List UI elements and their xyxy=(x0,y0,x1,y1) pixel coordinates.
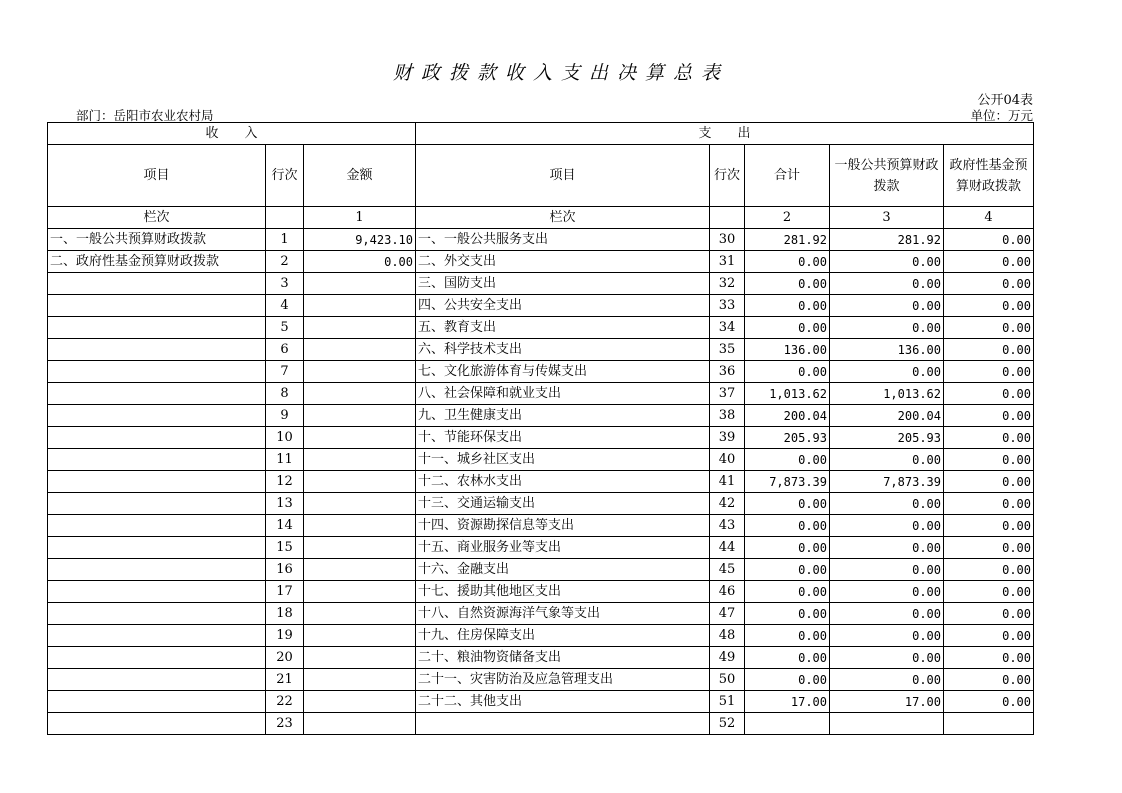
income-row-no-cell: 1 xyxy=(266,229,304,251)
general-budget-cell: 0.00 xyxy=(830,537,944,559)
table-row xyxy=(48,383,1034,405)
gov-fund-cell: 0.00 xyxy=(944,273,1034,295)
gov-fund-cell: 0.00 xyxy=(944,625,1034,647)
expense-total-cell: 0.00 xyxy=(745,647,830,669)
general-budget-cell: 0.00 xyxy=(830,669,944,691)
table-row xyxy=(48,559,1034,581)
expense-total-cell: 0.00 xyxy=(745,581,830,603)
general-budget-cell: 0.00 xyxy=(830,295,944,317)
income-item-cell: 二、政府性基金预算财政拨款 xyxy=(48,251,266,273)
income-item-cell xyxy=(48,603,266,625)
income-row-no-cell: 14 xyxy=(266,515,304,537)
table-row xyxy=(48,713,1034,735)
gov-fund-cell: 0.00 xyxy=(944,229,1034,251)
table-row xyxy=(48,603,1034,625)
column-index-row xyxy=(48,207,1034,229)
income-amount-cell xyxy=(304,339,416,361)
gov-fund-cell: 0.00 xyxy=(944,383,1034,405)
gov-fund-header: 政府性基金预算财政拨款 xyxy=(944,145,1034,207)
income-amount-cell xyxy=(304,581,416,603)
income-row-no-cell: 20 xyxy=(266,647,304,669)
expense-total-cell: 0.00 xyxy=(745,603,830,625)
expense-row-no-cell: 36 xyxy=(710,361,745,383)
expense-total-cell: 17.00 xyxy=(745,691,830,713)
gov-fund-cell xyxy=(944,713,1034,735)
general-budget-cell: 0.00 xyxy=(830,603,944,625)
expense-row-no-cell: 41 xyxy=(710,471,745,493)
income-col-label: 栏次 xyxy=(48,207,266,229)
gov-fund-cell: 0.00 xyxy=(944,339,1034,361)
expense-row-no-cell: 38 xyxy=(710,405,745,427)
general-budget-cell: 0.00 xyxy=(830,317,944,339)
general-budget-cell: 0.00 xyxy=(830,625,944,647)
expense-total-cell: 0.00 xyxy=(745,317,830,339)
expense-col-index-2: 2 xyxy=(745,207,830,229)
income-item-cell xyxy=(48,427,266,449)
income-amount-cell xyxy=(304,493,416,515)
income-item-header: 项目 xyxy=(48,145,266,207)
expense-item-cell: 二、外交支出 xyxy=(416,251,710,273)
income-amount-cell xyxy=(304,515,416,537)
income-amount-cell: 9,423.10 xyxy=(304,229,416,251)
gov-fund-cell: 0.00 xyxy=(944,361,1034,383)
table-row xyxy=(48,251,1034,273)
income-item-cell xyxy=(48,449,266,471)
table-row xyxy=(48,493,1034,515)
table-row xyxy=(48,691,1034,713)
total-header: 合计 xyxy=(745,145,830,207)
expense-item-cell: 十七、援助其他地区支出 xyxy=(416,581,710,603)
general-budget-cell: 0.00 xyxy=(830,581,944,603)
general-budget-cell: 0.00 xyxy=(830,647,944,669)
income-col-blank xyxy=(266,207,304,229)
expense-item-cell: 十八、自然资源海洋气象等支出 xyxy=(416,603,710,625)
income-row-no-cell: 15 xyxy=(266,537,304,559)
expense-total-cell xyxy=(745,713,830,735)
expense-row-no-cell: 50 xyxy=(710,669,745,691)
income-amount-cell xyxy=(304,405,416,427)
general-budget-cell: 0.00 xyxy=(830,361,944,383)
expense-item-cell: 十二、农林水支出 xyxy=(416,471,710,493)
income-amount-cell xyxy=(304,537,416,559)
expense-col-blank xyxy=(710,207,745,229)
expense-row-no-cell: 47 xyxy=(710,603,745,625)
gov-fund-cell: 0.00 xyxy=(944,515,1034,537)
expense-row-no-cell: 39 xyxy=(710,427,745,449)
gov-fund-cell: 0.00 xyxy=(944,691,1034,713)
gov-fund-cell: 0.00 xyxy=(944,295,1034,317)
table-body xyxy=(48,229,1034,735)
income-item-cell xyxy=(48,317,266,339)
general-budget-cell: 136.00 xyxy=(830,339,944,361)
income-row-no-cell: 5 xyxy=(266,317,304,339)
expense-total-cell: 0.00 xyxy=(745,537,830,559)
expense-row-no-cell: 51 xyxy=(710,691,745,713)
expense-total-cell: 0.00 xyxy=(745,515,830,537)
report-title: 财政拨款收入支出决算总表 xyxy=(392,62,729,84)
general-budget-cell: 0.00 xyxy=(830,559,944,581)
income-col-index-1: 1 xyxy=(304,207,416,229)
expense-item-cell: 六、科学技术支出 xyxy=(416,339,710,361)
table-row xyxy=(48,471,1034,493)
table-row xyxy=(48,361,1034,383)
income-item-cell xyxy=(48,625,266,647)
expense-item-cell: 五、教育支出 xyxy=(416,317,710,339)
expense-row-no-cell: 42 xyxy=(710,493,745,515)
income-amount-cell xyxy=(304,603,416,625)
expense-row-no-header: 行次 xyxy=(710,145,745,207)
income-row-no-cell: 23 xyxy=(266,713,304,735)
general-budget-cell: 17.00 xyxy=(830,691,944,713)
income-amount-cell xyxy=(304,669,416,691)
income-row-no-cell: 7 xyxy=(266,361,304,383)
income-row-no-cell: 21 xyxy=(266,669,304,691)
expense-item-cell: 十、节能环保支出 xyxy=(416,427,710,449)
expense-total-cell: 200.04 xyxy=(745,405,830,427)
table-row xyxy=(48,427,1034,449)
income-item-cell xyxy=(48,559,266,581)
expense-item-cell: 二十、粮油物资储备支出 xyxy=(416,647,710,669)
income-row-no-cell: 8 xyxy=(266,383,304,405)
expense-row-no-cell: 46 xyxy=(710,581,745,603)
income-amount-cell xyxy=(304,625,416,647)
income-amount-cell: 0.00 xyxy=(304,251,416,273)
income-amount-cell xyxy=(304,295,416,317)
income-item-cell xyxy=(48,581,266,603)
general-budget-cell: 0.00 xyxy=(830,449,944,471)
gov-fund-cell: 0.00 xyxy=(944,493,1034,515)
income-amount-cell xyxy=(304,449,416,471)
income-amount-cell xyxy=(304,691,416,713)
table-row xyxy=(48,273,1034,295)
expense-total-cell: 0.00 xyxy=(745,493,830,515)
expense-total-cell: 0.00 xyxy=(745,449,830,471)
income-item-cell xyxy=(48,647,266,669)
expense-item-cell: 二十二、其他支出 xyxy=(416,691,710,713)
table-row xyxy=(48,669,1034,691)
table-row xyxy=(48,229,1034,251)
gov-fund-cell: 0.00 xyxy=(944,449,1034,471)
general-budget-cell: 7,873.39 xyxy=(830,471,944,493)
income-row-no-cell: 2 xyxy=(266,251,304,273)
income-amount-cell xyxy=(304,427,416,449)
income-amount-cell xyxy=(304,471,416,493)
income-row-no-cell: 10 xyxy=(266,427,304,449)
gov-fund-cell: 0.00 xyxy=(944,251,1034,273)
income-row-no-cell: 16 xyxy=(266,559,304,581)
expense-item-cell: 十六、金融支出 xyxy=(416,559,710,581)
income-item-cell xyxy=(48,273,266,295)
expense-row-no-cell: 30 xyxy=(710,229,745,251)
expense-col-index-4: 4 xyxy=(944,207,1034,229)
income-row-no-cell: 11 xyxy=(266,449,304,471)
gov-fund-cell: 0.00 xyxy=(944,647,1034,669)
expense-total-cell: 0.00 xyxy=(745,625,830,647)
expense-item-cell: 七、文化旅游体育与传媒支出 xyxy=(416,361,710,383)
expense-item-cell: 十一、城乡社区支出 xyxy=(416,449,710,471)
income-item-cell xyxy=(48,669,266,691)
expense-row-no-cell: 44 xyxy=(710,537,745,559)
general-budget-cell: 205.93 xyxy=(830,427,944,449)
expense-total-cell: 0.00 xyxy=(745,559,830,581)
general-budget-cell: 281.92 xyxy=(830,229,944,251)
income-row-no-header: 行次 xyxy=(266,145,304,207)
income-item-cell xyxy=(48,295,266,317)
table-row xyxy=(48,339,1034,361)
expense-row-no-cell: 48 xyxy=(710,625,745,647)
expense-row-no-cell: 52 xyxy=(710,713,745,735)
income-item-cell xyxy=(48,471,266,493)
gov-fund-cell: 0.00 xyxy=(944,427,1034,449)
expense-row-no-cell: 32 xyxy=(710,273,745,295)
income-item-cell xyxy=(48,691,266,713)
gov-fund-cell: 0.00 xyxy=(944,603,1034,625)
income-row-no-cell: 9 xyxy=(266,405,304,427)
gov-fund-cell: 0.00 xyxy=(944,669,1034,691)
expense-total-cell: 0.00 xyxy=(745,295,830,317)
expense-total-cell: 205.93 xyxy=(745,427,830,449)
table-row xyxy=(48,295,1034,317)
table-row xyxy=(48,449,1034,471)
expense-total-cell: 0.00 xyxy=(745,251,830,273)
income-item-cell xyxy=(48,383,266,405)
expense-row-no-cell: 45 xyxy=(710,559,745,581)
general-budget-cell: 0.00 xyxy=(830,493,944,515)
general-budget-cell: 0.00 xyxy=(830,273,944,295)
section-header-row xyxy=(48,123,1034,145)
expense-row-no-cell: 43 xyxy=(710,515,745,537)
unit-label: 单位：万元 xyxy=(970,108,1033,123)
general-budget-cell: 0.00 xyxy=(830,251,944,273)
department-label: 部门：岳阳市农业农村局 xyxy=(76,108,214,123)
income-amount-cell xyxy=(304,273,416,295)
table-row xyxy=(48,405,1034,427)
expense-total-cell: 281.92 xyxy=(745,229,830,251)
table-row xyxy=(48,515,1034,537)
general-budget-cell: 0.00 xyxy=(830,515,944,537)
expense-row-no-cell: 49 xyxy=(710,647,745,669)
income-item-cell xyxy=(48,405,266,427)
general-budget-cell xyxy=(830,713,944,735)
expense-item-cell: 十三、交通运输支出 xyxy=(416,493,710,515)
general-budget-cell: 200.04 xyxy=(830,405,944,427)
income-row-no-cell: 13 xyxy=(266,493,304,515)
expense-total-cell: 136.00 xyxy=(745,339,830,361)
income-amount-header: 金额 xyxy=(304,145,416,207)
gov-fund-cell: 0.00 xyxy=(944,559,1034,581)
expense-row-no-cell: 40 xyxy=(710,449,745,471)
income-row-no-cell: 22 xyxy=(266,691,304,713)
form-code: 公开04表 xyxy=(977,93,1033,108)
table-row xyxy=(48,647,1034,669)
general-budget-cell: 1,013.62 xyxy=(830,383,944,405)
income-row-no-cell: 12 xyxy=(266,471,304,493)
income-item-cell xyxy=(48,713,266,735)
expense-item-cell: 二十一、灾害防治及应急管理支出 xyxy=(416,669,710,691)
expense-row-no-cell: 33 xyxy=(710,295,745,317)
table-row xyxy=(48,625,1034,647)
expense-item-cell: 八、社会保障和就业支出 xyxy=(416,383,710,405)
income-amount-cell xyxy=(304,361,416,383)
expense-total-cell: 1,013.62 xyxy=(745,383,830,405)
expense-total-cell: 0.00 xyxy=(745,669,830,691)
general-budget-header: 一般公共预算财政拨款 xyxy=(830,145,944,207)
gov-fund-cell: 0.00 xyxy=(944,317,1034,339)
expense-total-cell: 7,873.39 xyxy=(745,471,830,493)
income-item-cell xyxy=(48,339,266,361)
expense-item-cell: 十四、资源勘探信息等支出 xyxy=(416,515,710,537)
expense-item-cell xyxy=(416,713,710,735)
expense-item-cell: 十五、商业服务业等支出 xyxy=(416,537,710,559)
expense-section-header: 支 出 xyxy=(416,123,1034,145)
gov-fund-cell: 0.00 xyxy=(944,471,1034,493)
expense-col-label: 栏次 xyxy=(416,207,710,229)
income-row-no-cell: 4 xyxy=(266,295,304,317)
income-amount-cell xyxy=(304,713,416,735)
income-item-cell xyxy=(48,493,266,515)
income-amount-cell xyxy=(304,647,416,669)
table-row xyxy=(48,537,1034,559)
expense-item-cell: 四、公共安全支出 xyxy=(416,295,710,317)
income-amount-cell xyxy=(304,559,416,581)
expense-row-no-cell: 35 xyxy=(710,339,745,361)
gov-fund-cell: 0.00 xyxy=(944,405,1034,427)
column-header-row xyxy=(48,145,1034,207)
income-section-header: 收 入 xyxy=(48,123,416,145)
expense-total-cell: 0.00 xyxy=(745,361,830,383)
final-accounts-table xyxy=(47,122,1034,735)
table-row xyxy=(48,317,1034,339)
income-item-cell xyxy=(48,537,266,559)
income-row-no-cell: 17 xyxy=(266,581,304,603)
income-row-no-cell: 6 xyxy=(266,339,304,361)
expense-item-cell: 三、国防支出 xyxy=(416,273,710,295)
table-row xyxy=(48,581,1034,603)
expense-row-no-cell: 34 xyxy=(710,317,745,339)
gov-fund-cell: 0.00 xyxy=(944,537,1034,559)
income-amount-cell xyxy=(304,383,416,405)
income-amount-cell xyxy=(304,317,416,339)
income-row-no-cell: 19 xyxy=(266,625,304,647)
income-item-cell xyxy=(48,361,266,383)
expense-col-index-3: 3 xyxy=(830,207,944,229)
income-item-cell xyxy=(48,515,266,537)
expense-item-cell: 一、一般公共服务支出 xyxy=(416,229,710,251)
gov-fund-cell: 0.00 xyxy=(944,581,1034,603)
income-item-cell: 一、一般公共预算财政拨款 xyxy=(48,229,266,251)
income-row-no-cell: 18 xyxy=(266,603,304,625)
expense-row-no-cell: 31 xyxy=(710,251,745,273)
expense-total-cell: 0.00 xyxy=(745,273,830,295)
expense-item-header: 项目 xyxy=(416,145,710,207)
expense-item-cell: 十九、住房保障支出 xyxy=(416,625,710,647)
expense-row-no-cell: 37 xyxy=(710,383,745,405)
expense-item-cell: 九、卫生健康支出 xyxy=(416,405,710,427)
income-row-no-cell: 3 xyxy=(266,273,304,295)
